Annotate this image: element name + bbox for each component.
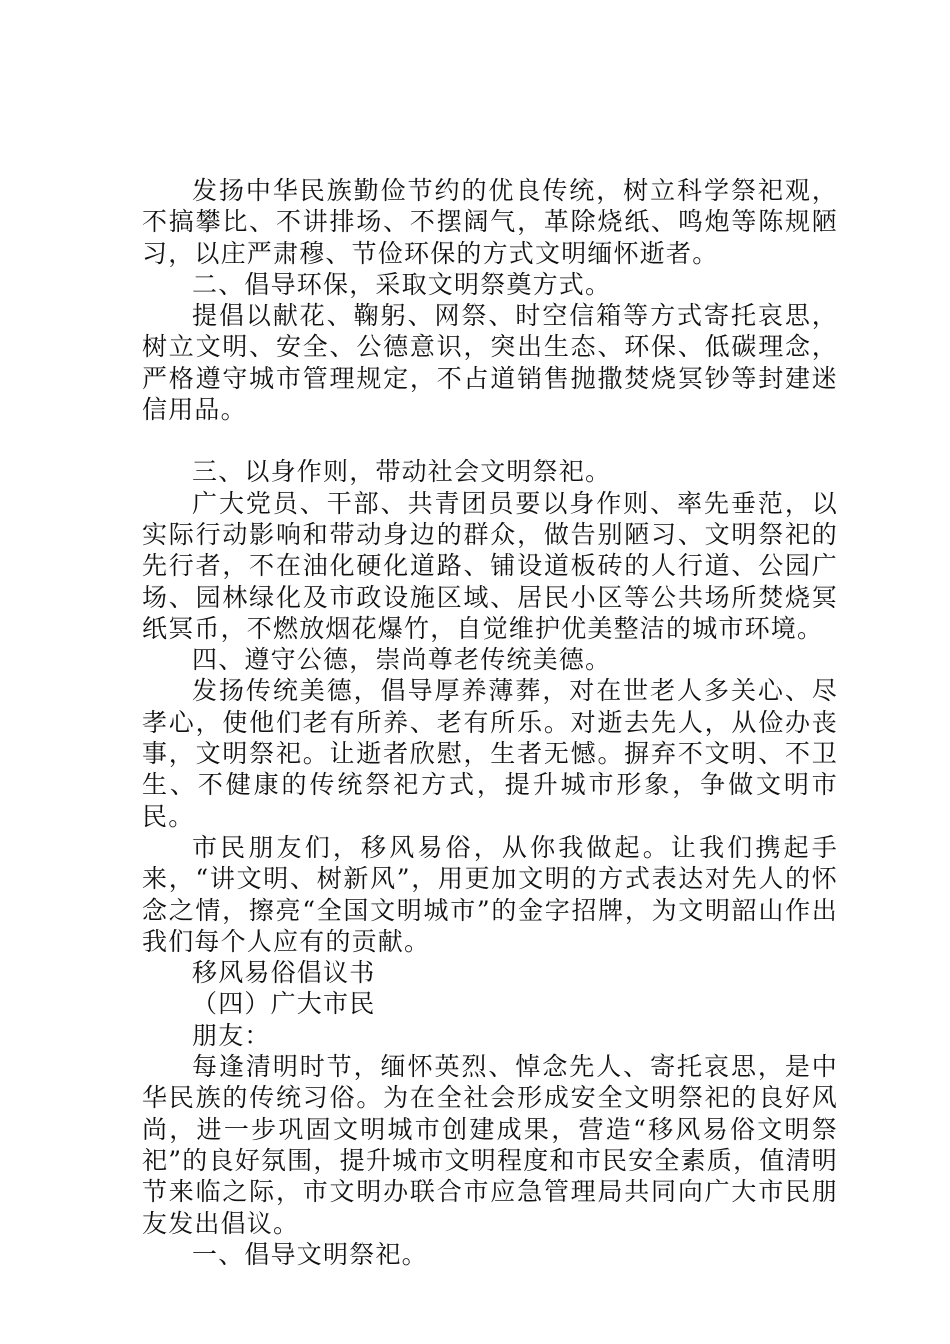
heading-environmental: 二、倡导环保，采取文明祭奠方式。	[192, 269, 612, 299]
paragraph-qingming-intro: 每逢清明时节，缅怀英烈、悼念先人、寄托哀思，是中华民族的传统习俗。为在全社会形成安全文明祭祀的良好风尚，进一步巩固文明城市创建成果，营造“移风易俗文明祭祀”的良好氛围，提升城市文明程度和市民安全素质，值清明节来临之际，市文明办联合市应急管理局共同向广大市民朋友发出倡议。	[142, 1052, 838, 1238]
heading-civilized-sacrifice: 一、倡导文明祭祀。	[192, 1239, 428, 1269]
paragraph-public-morality: 发扬传统美德，倡导厚养薄葬，对在世老人多关心、尽孝心，使他们老有所养、老有所乐。对逝去先人，从俭办丧事，文明祭祀。让逝者欣慰，生者无憾。摒弃不文明、不卫生、不健康的传统祭祀方式，提升城市形象，争做文明市民。	[142, 676, 838, 831]
paragraph-lead-by-example: 广大党员、干部、共青团员要以身作则、率先垂范，以实际行动影响和带动身边的群众，做告别陋习、文明祭祀的先行者，不在油化硬化道路、铺设道板砖的人行道、公园广场、园林绿化及市政设施区域、居民小区等公共场所焚烧冥纸冥币，不燃放烟花爆竹，自觉维护优美整洁的城市环境。	[142, 488, 838, 643]
document-title: 移风易俗倡议书	[192, 958, 376, 988]
heading-public-morality: 四、遵守公德，崇尚尊老传统美德。	[192, 645, 612, 675]
heading-lead-by-example: 三、以身作则，带动社会文明祭祀。	[192, 457, 612, 487]
paragraph-frugal-tradition: 发扬中华民族勤俭节约的优良传统，树立科学祭祀观，不搞攀比、不讲排场、不摆阔气，革除烧纸、鸣炮等陈规陋习，以庄严肃穆、节俭环保的方式文明缅怀逝者。	[142, 176, 838, 268]
addressee-line: （四）广大市民	[192, 989, 376, 1019]
paragraph-call-to-citizens: 市民朋友们，移风易俗，从你我做起。让我们携起手来，“讲文明、树新风”，用更加文明的方式表达对先人的怀念之情，擦亮“全国文明城市”的金字招牌，为文明韶山作出我们每个人应有的贡献。	[142, 832, 838, 956]
salutation: 朋友：	[192, 1020, 271, 1050]
paragraph-environmental: 提倡以献花、鞠躬、网祭、时空信箱等方式寄托哀思，树立文明、安全、公德意识，突出生态、环保、低碳理念，严格遵守城市管理规定，不占道销售抛撒焚烧冥钞等封建迷信用品。	[142, 301, 838, 425]
document-body	[142, 175, 838, 1270]
